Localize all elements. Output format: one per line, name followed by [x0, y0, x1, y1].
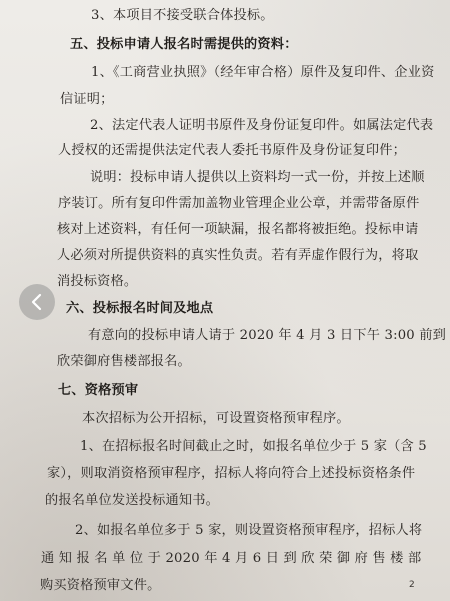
text-line: 本次招标为公开招标，可设置资格预审程序。: [82, 411, 350, 426]
page-number: 2: [409, 580, 415, 590]
text-line: 1、《工商营业执照》（经年审合格）原件及复印件、企业资: [91, 65, 435, 80]
text-line: 有意向的投标申请人请于 2020 年 4 月 3 日下午 3:00 前到: [88, 328, 447, 343]
section-heading: 七、资格预审: [58, 383, 139, 398]
section-heading: 六、投标报名时间及地点: [66, 301, 214, 316]
text-line: 人授权的还需提供法定代表人委托书原件及身份证复印件；: [58, 143, 407, 158]
text-line: 核对上述资料，有任何一项缺漏，报名都将被拒绝。投标申请: [57, 222, 419, 237]
previous-page-button[interactable]: [19, 284, 55, 320]
text-line: 购买资格预审文件。: [40, 578, 161, 593]
text-line: 的报名单位发送投标通知书。: [45, 493, 220, 508]
text-line: 消投标资格。: [57, 274, 138, 289]
section-heading: 五、投标申请人报名时需提供的资料：: [70, 37, 298, 52]
text-line: 通 知 报 名 单 位 于 2020 年 4 月 6 日 到 欣 荣 御 府 售 楼 部: [41, 551, 422, 566]
text-line: 2、如报名单位多于 5 家，则设置资格预审程序，招标人将: [75, 523, 423, 538]
chevron-left-icon: [30, 293, 44, 311]
text-line: 序装订。所有复印件需加盖物业管理企业公章，并需带备原件: [58, 196, 420, 211]
text-line: 3、本项目不接受联合体投标。: [91, 8, 274, 23]
text-line: 信证明；: [60, 92, 114, 107]
text-line: 说明：投标申请人提供以上资料均一式一份，并按上述顺: [90, 170, 425, 185]
text-line: 2、法定代表人证明书原件及身份证复印件。如属法定代表: [90, 118, 434, 133]
text-line: 欣荣御府售楼部报名。: [57, 354, 191, 369]
text-line: 家），则取消资格预审程序，招标人将向符合上述投标资格条件: [47, 466, 416, 481]
text-line: 1、在招标报名时间截止之时，如报名单位少于 5 家（含 5: [80, 439, 427, 454]
text-line: 人必须对所提供资料的真实性负责。若有弄虚作假行为，将取: [57, 248, 419, 263]
